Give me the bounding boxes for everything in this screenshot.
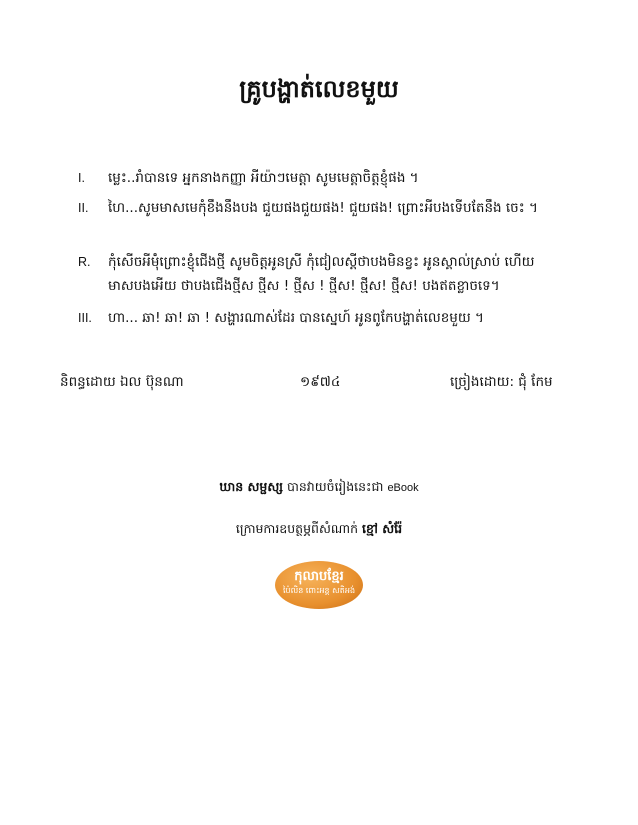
verse-number: R.	[78, 255, 91, 269]
chorus	[78, 250, 598, 298]
verse-number: III.	[78, 311, 92, 325]
verse-text: ហៃ...សូមមាសមេកុំខឹងនឹងបង ជួយផងជួយផង! ជួយផង! ព្រោះអីបងទើបតែនឹង ចេះ ។	[108, 200, 538, 216]
verse-text: ម្លេះ..រាំបានទេ អ្នកនាងកញ្ញា អីយ៉ាៗមេត្តា សូមមេត្តាចិត្តខ្ញុំផង ។	[108, 170, 419, 186]
logo	[275, 561, 363, 609]
ebook-text: បានវាយចំរៀងនេះជា	[282, 479, 388, 494]
verse-text: ហា... ឆា! ឆា! ឆា ! សង្ហារណាស់ដែរ បានស្នេហ៍ អូនពូកែបង្ហាត់លេខមួយ ។	[108, 310, 484, 326]
credits-line	[60, 373, 580, 397]
song-title: គ្រូបង្ហាត់លេខមួយ	[239, 75, 399, 103]
composer-credit: និពន្ធដោយ ឯល ប៊ុនណា	[60, 374, 184, 390]
logo-title: កុលាបខ្មែរ	[294, 569, 344, 584]
ebook-label: eBook	[387, 482, 419, 494]
ebook-credit	[0, 479, 638, 498]
typist-name: ឃាន សម្ផស្ស	[219, 479, 283, 494]
verse-number: II.	[78, 201, 89, 215]
verse-1	[78, 166, 598, 190]
singer-credit: ច្រៀងដោយ: ជុំ កែម	[450, 374, 553, 390]
sponsor-credit	[0, 521, 638, 540]
sponsor-text: ក្រោមការឧបត្ថម្ភពីសំណាក់	[235, 521, 363, 536]
verse-2	[78, 196, 598, 220]
verse-3	[78, 306, 598, 330]
verse-text: កុំសើចអីម៉ុំព្រោះខ្ញុំជើងថ្មី សូមចិត្តអូនស្រី កុំជៀលស្ដីថាបងមិនខ្វះ អូនស្គាល់ស្រាប់ ហើយ មាសបងអើយ ថាបងជើងថ្មីស ថ្មីស ! ថ្មីស ! ថ្មីស! ថ្មីស! ថ្មីស! បងឥតខ្លាចទេ។	[108, 254, 535, 294]
logo-subtitle: ប៉ៃលិន ពោះអន្ដ សតិអង់	[282, 586, 356, 595]
sponsor-name: ខ្មៅ សំរ៉ែ	[362, 521, 403, 536]
verse-number: I.	[78, 171, 85, 185]
year: ១៩៧៤	[300, 374, 341, 390]
